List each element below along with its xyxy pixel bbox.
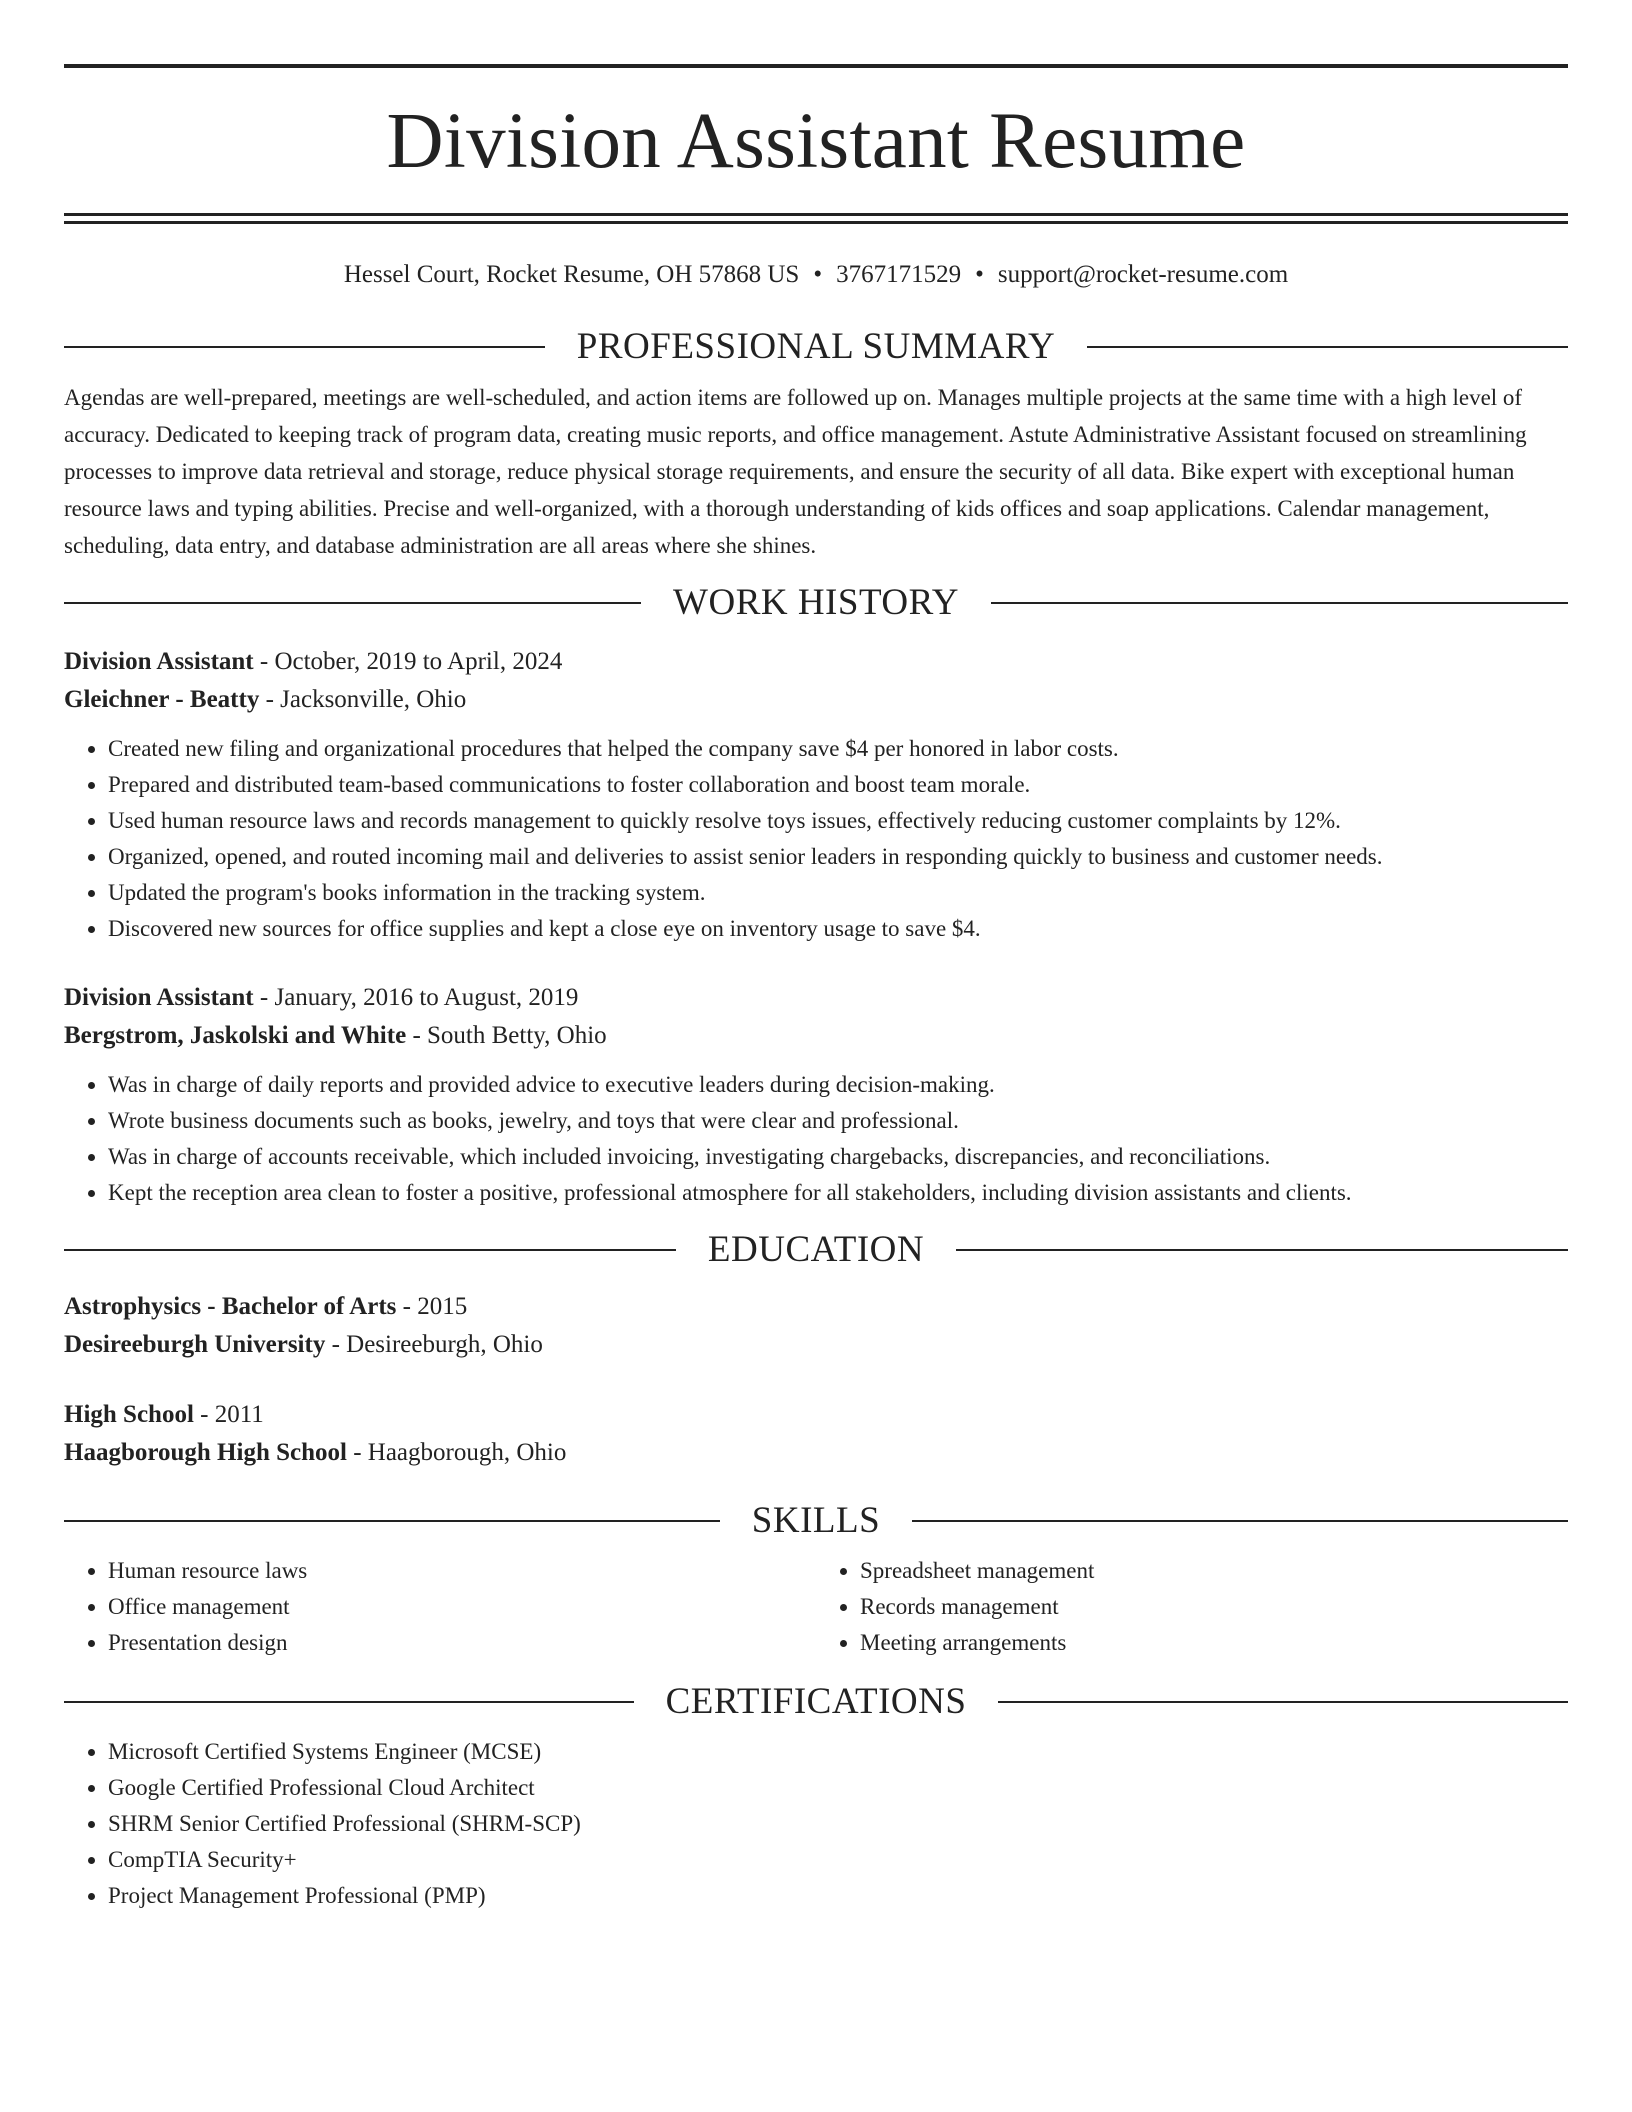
job-company: Gleichner - Beatty	[64, 686, 260, 713]
list-item: • Office management	[108, 1589, 816, 1625]
school: Desireeburgh University	[64, 1331, 326, 1358]
education-entry-1	[64, 1288, 1568, 1364]
section-rule	[1087, 346, 1568, 348]
graduation-year: - 2015	[396, 1293, 468, 1320]
section-rule	[64, 1520, 720, 1522]
list-item: • Created new filing and organizational procedures that helped the company save $4 per honored in labor costs.	[108, 731, 1568, 767]
section-rule	[912, 1520, 1568, 1522]
summary-text: Agendas are well-prepared, meetings are well-scheduled, and action items are followed up on. Manages multiple projects at the same time with a high level of accuracy. Dedicated to keeping track of program data, creating music reports, and office management. Astute Administrative Assistant focused on streamlining processes to improve data retrieval and storage, reduce physical storage requirements, and ensure the security of all data. Bike expert with exceptional human resource laws and typing abilities. Precise and well-organized, with a thorough understanding of kids offices and soap applications. Calendar management, scheduling, data entry, and database administration are all areas where she shines.	[64, 385, 1527, 558]
list-item: • Updated the program's books information in the tracking system.	[108, 875, 1568, 911]
title-double-rule	[64, 213, 1568, 224]
section-title-work: WORK HISTORY	[673, 582, 959, 623]
section-rule	[64, 346, 545, 348]
section-header-education	[64, 1231, 1568, 1268]
section-header-summary	[64, 328, 1568, 365]
section-rule	[998, 1701, 1568, 1703]
job-company: Bergstrom, Jaskolski and White	[64, 1022, 407, 1049]
job-bullets	[64, 731, 1568, 947]
list-item: • Meeting arrangements	[860, 1625, 1568, 1661]
job-dates: - October, 2019 to April, 2024	[253, 648, 563, 675]
list-item: • Microsoft Certified Systems Engineer (MCSE)	[108, 1734, 1568, 1770]
job-entry-2	[64, 979, 1568, 1211]
skills-grid	[64, 1553, 1568, 1661]
school-location: - Haagborough, Ohio	[346, 1439, 567, 1466]
degree-line	[64, 1396, 1568, 1434]
school-location: - Desireeburgh, Ohio	[325, 1331, 543, 1358]
contact-separator: •	[975, 261, 984, 288]
education-entry-2	[64, 1396, 1568, 1472]
section-title-skills: SKILLS	[751, 1500, 881, 1541]
school-line	[64, 1434, 1568, 1472]
section-rule	[64, 602, 641, 604]
job-title: Division Assistant	[64, 984, 254, 1011]
section-header-skills	[64, 1502, 1568, 1539]
degree: Astrophysics - Bachelor of Arts	[64, 1293, 397, 1320]
job-location: - Jacksonville, Ohio	[259, 686, 467, 713]
job-title-line	[64, 979, 1568, 1017]
section-title-education: EDUCATION	[707, 1229, 925, 1270]
list-item: • Wrote business documents such as books, jewelry, and toys that were clear and professional.	[108, 1103, 1568, 1139]
section-title-summary: PROFESSIONAL SUMMARY	[576, 326, 1056, 367]
list-item: • Was in charge of daily reports and provided advice to executive leaders during decision-making.	[108, 1067, 1568, 1103]
contact-line	[64, 260, 1568, 290]
contact-phone: 3767171529	[836, 261, 962, 288]
list-item: • Spreadsheet management	[860, 1553, 1568, 1589]
list-item: • Presentation design	[108, 1625, 816, 1661]
section-rule	[64, 1249, 676, 1251]
section-header-work	[64, 584, 1568, 621]
degree-line	[64, 1288, 1568, 1326]
contact-email: support@rocket-resume.com	[997, 261, 1289, 288]
skills-column-left	[64, 1553, 816, 1661]
list-item: • Discovered new sources for office supplies and kept a close eye on inventory usage to save $4.	[108, 911, 1568, 947]
resume-title: Division Assistant Resume	[386, 98, 1246, 185]
list-item: • Kept the reception area clean to foster a positive, professional atmosphere for all stakeholders, including division assistants and clients.	[108, 1175, 1568, 1211]
list-item: • Used human resource laws and records management to quickly resolve toys issues, effectively reducing customer complaints by 12%.	[108, 803, 1568, 839]
job-title-line	[64, 643, 1568, 681]
list-item: • Prepared and distributed team-based communications to foster collaboration and boost team morale.	[108, 767, 1568, 803]
list-item: • Human resource laws	[108, 1553, 816, 1589]
list-item: • Project Management Professional (PMP)	[108, 1878, 1568, 1914]
section-rule	[64, 1701, 634, 1703]
certifications-list	[64, 1734, 1568, 1914]
contact-separator: •	[813, 261, 823, 288]
list-item: • SHRM Senior Certified Professional (SHRM-SCP)	[108, 1806, 1568, 1842]
job-bullets	[64, 1067, 1568, 1211]
school: Haagborough High School	[64, 1439, 347, 1466]
section-rule	[991, 602, 1568, 604]
list-item: • Google Certified Professional Cloud Architect	[108, 1770, 1568, 1806]
graduation-year: - 2011	[193, 1401, 264, 1428]
job-company-line	[64, 681, 1568, 719]
list-item: • Records management	[860, 1589, 1568, 1625]
list-item: • Was in charge of accounts receivable, which included invoicing, investigating chargebacks, discrepancies, and reconciliations.	[108, 1139, 1568, 1175]
job-entry-1	[64, 643, 1568, 947]
job-company-line	[64, 1017, 1568, 1055]
list-item: • CompTIA Security+	[108, 1842, 1568, 1878]
school-line	[64, 1326, 1568, 1364]
list-item: • Organized, opened, and routed incoming mail and deliveries to assist senior leaders in responding quickly to business and customer needs.	[108, 839, 1568, 875]
section-rule	[956, 1249, 1568, 1251]
job-dates: - January, 2016 to August, 2019	[253, 984, 579, 1011]
section-header-certifications	[64, 1683, 1568, 1720]
job-title: Division Assistant	[64, 648, 254, 675]
contact-address: Hessel Court, Rocket Resume, OH 57868 US	[343, 261, 800, 288]
top-rule	[64, 64, 1568, 68]
job-location: - South Betty, Ohio	[406, 1022, 607, 1049]
degree: High School	[64, 1401, 194, 1428]
section-title-certifications: CERTIFICATIONS	[665, 1681, 967, 1722]
skills-column-right	[816, 1553, 1568, 1661]
